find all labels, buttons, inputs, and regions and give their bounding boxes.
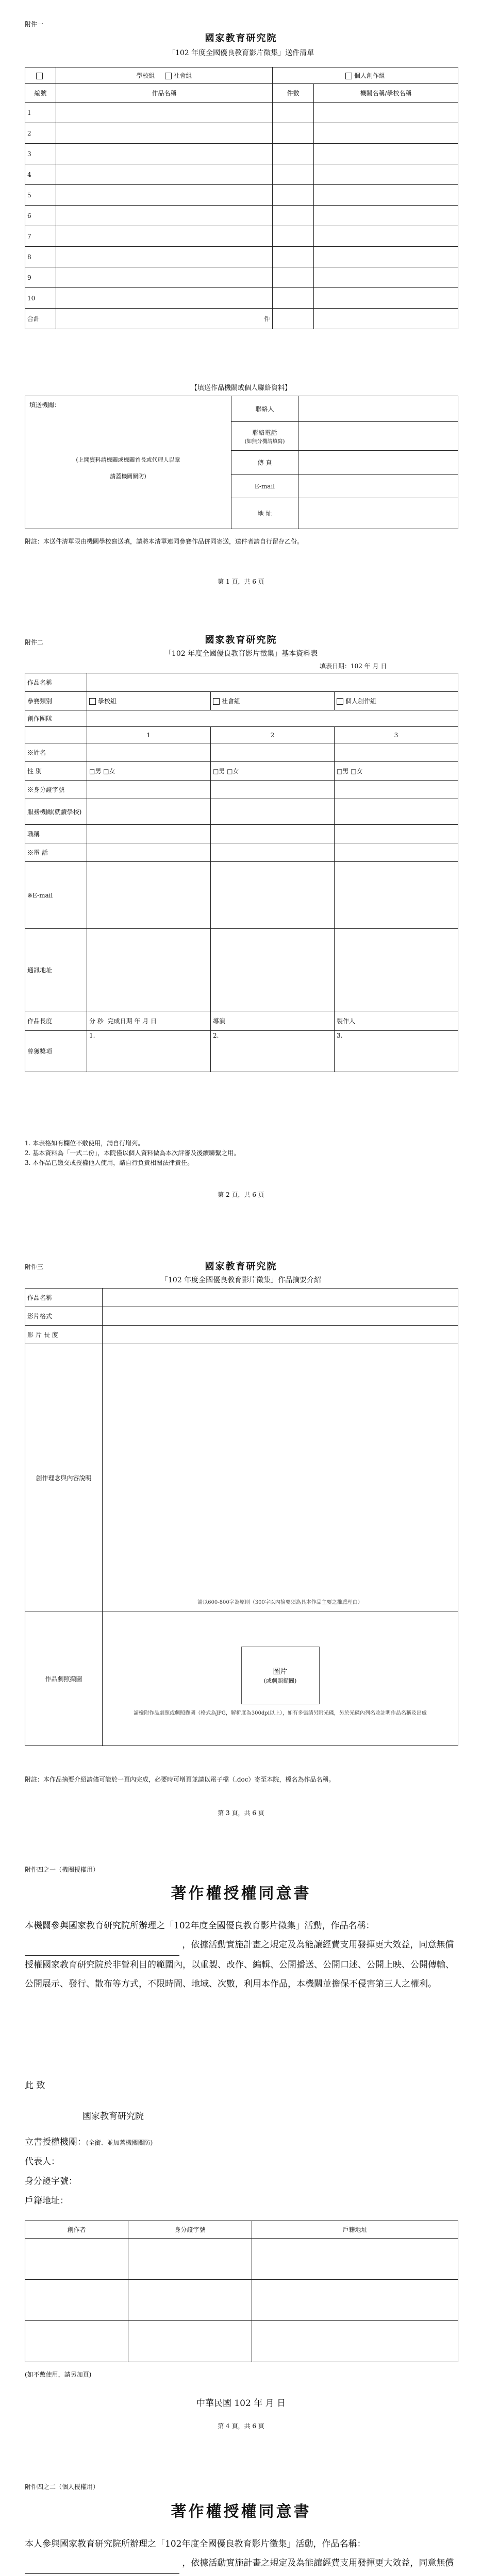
form-subtitle: 「102 年度全國優良教育影片徵集」送件清單 — [168, 49, 314, 57]
cat-personal-checkbox[interactable] — [337, 698, 343, 705]
sex-options[interactable]: □男 □女 — [335, 762, 458, 781]
photo-sub: (或劇照擷圖) — [263, 1677, 297, 1684]
cat-social-label: 社會組 — [173, 72, 192, 79]
finish-field[interactable]: 年 月 日 — [134, 1018, 157, 1025]
page-number: 第 3 頁，共 6 頁 — [218, 1809, 264, 1817]
addr-label: 通訊地址 — [25, 929, 87, 1011]
org-title: 國家教育研究院 — [205, 635, 277, 646]
auth-body — [25, 1917, 458, 1994]
org-title: 國家教育研究院 — [205, 33, 277, 44]
page-number: 第 2 頁，共 6 頁 — [218, 1191, 264, 1198]
table-row — [25, 2280, 458, 2321]
work-name-blank[interactable] — [25, 2554, 179, 2573]
phone-note: (如無分機請填寫) — [244, 438, 285, 445]
attachment-label: 附件二 — [25, 639, 44, 646]
sex-options[interactable]: □男 □女 — [211, 762, 335, 781]
attachment-label: 附件四之二（個人授權用） — [25, 2483, 99, 2490]
contact-label: 聯絡人 — [231, 396, 298, 422]
id-label: 身分證字號： — [25, 2176, 77, 2187]
form-subtitle: 「102 年度全國優良教育影片徵集」基本資料表 — [164, 650, 318, 658]
attachment-label: 附件一 — [25, 21, 44, 28]
auth-p1: 本機關參與國家教育研究院所辦理之「102年度全國優良教育影片徵集」活動，作品名稱： — [25, 1921, 375, 1931]
member-col: 1 — [87, 727, 211, 743]
page-summary — [0, 1236, 482, 1855]
col-address: 戶籍地址 — [252, 2221, 458, 2239]
cat-school-label: 學校組 — [136, 72, 155, 79]
attachment-label: 附件三 — [25, 1263, 44, 1270]
photo-placeholder[interactable] — [241, 1647, 320, 1704]
sex-label: 性 別 — [25, 762, 87, 781]
form-subtitle: 「102 年度全國優良教育影片徵集」作品摘要介紹 — [160, 1276, 322, 1284]
motive-label: 創作理念與內容說明 — [25, 1344, 103, 1612]
finish-label: 完成日期 — [107, 1018, 132, 1025]
page-number: 第 4 頁，共 6 頁 — [218, 2422, 264, 2430]
page-auth-org — [0, 1855, 482, 2473]
addr-label: 戶籍地址： — [25, 2196, 69, 2206]
member-col: 3 — [335, 727, 458, 743]
table-row — [25, 2239, 458, 2280]
attachment-label: 附件四之一（機關授權用） — [25, 1866, 99, 1873]
table-row: 4 — [25, 164, 458, 185]
member-col: 2 — [211, 727, 335, 743]
duration-field[interactable]: 分 秒 — [89, 1018, 104, 1025]
length-field[interactable] — [103, 1326, 458, 1344]
table-row: 6 — [25, 206, 458, 226]
award-1[interactable]: 1. — [87, 1031, 211, 1072]
cat-personal-label: 個人創作組 — [354, 72, 386, 79]
cat-social-checkbox[interactable] — [213, 698, 220, 705]
contact-table — [25, 396, 458, 529]
award-3[interactable]: 3. — [335, 1031, 458, 1072]
auth-body — [25, 2535, 458, 2576]
work-name-label: 作品名稱 — [25, 673, 87, 692]
category-personal[interactable] — [345, 73, 352, 79]
contact-section-title: 【填送作品機關或個人聯絡資料】 — [190, 384, 291, 392]
page-auth-person — [0, 2473, 482, 2576]
col-count: 件數 — [273, 84, 314, 103]
summary-footnote: 附註：本作品摘要介紹請儘可能於一頁內完成，必要時可增頁並請以電子檔（.doc）寄至本院，檔名為作品名稱。 — [25, 1776, 335, 1783]
phone-field[interactable] — [298, 422, 458, 451]
phone-label: ※電 話 — [25, 843, 87, 862]
table-row: 9 — [25, 267, 458, 288]
creator-label: 創作團隊 — [25, 710, 87, 727]
summary-table — [25, 1288, 458, 1746]
auth-recipient: 國家教育研究院 — [82, 2111, 144, 2122]
category-label: 參賽類別 — [25, 692, 87, 710]
stamp-note: (上開資料請機關或機關首長或代理人以章 — [76, 456, 180, 463]
note-item: 3. 本作品已繳交或授權他人使用，請自行負責相關法律責任。 — [25, 1159, 194, 1167]
category-school[interactable] — [25, 67, 56, 84]
producer-label: 製作人 — [337, 1018, 356, 1025]
category-social[interactable] — [165, 73, 172, 79]
auth-salute: 此 致 — [25, 2080, 45, 2091]
title-label: 職稱 — [25, 825, 87, 843]
name-label: ※姓名 — [25, 743, 87, 762]
work-name-blank[interactable] — [25, 1936, 179, 1955]
work-name-field[interactable] — [103, 1289, 458, 1307]
sex-options[interactable]: □男 □女 — [87, 762, 211, 781]
col-work-name: 作品名稱 — [56, 84, 273, 103]
cat-personal-label: 個人創作組 — [345, 698, 377, 705]
contact-field[interactable] — [298, 396, 458, 422]
addr-field[interactable] — [298, 498, 458, 529]
format-field[interactable] — [103, 1307, 458, 1326]
col-no: 編號 — [25, 84, 56, 103]
cat-social-label: 社會組 — [222, 698, 241, 705]
grantor-label: 立書授權機關： — [25, 2137, 86, 2147]
table-row: 10 — [25, 288, 458, 309]
total-row: 合計 件 — [25, 309, 458, 329]
photo-text: 圖片 — [273, 1668, 288, 1676]
basic-notes — [25, 1139, 458, 1168]
fax-field[interactable] — [298, 451, 458, 474]
col-creator: 創作者 — [25, 2221, 128, 2239]
table-row: 5 — [25, 185, 458, 206]
org-label: 填送機關： — [29, 401, 61, 409]
note-item: 2. 基本資料為「一式二份」，本院僅以個人資料做為本次評審及後續聯繫之用。 — [25, 1149, 240, 1157]
motive-note: 請以600-800字為原則（300字以內摘要須為具本作品主要之推薦理由） — [197, 1600, 363, 1605]
work-name-field[interactable] — [87, 673, 458, 692]
director-label: 導演 — [213, 1018, 226, 1025]
award-label: 曾獲獎項 — [25, 1031, 87, 1072]
page-checklist — [0, 0, 482, 618]
table-row — [25, 2321, 458, 2362]
auth-title: 著作權授權同意書 — [171, 1885, 311, 1903]
auth-title: 著作權授權同意書 — [171, 2503, 311, 2521]
col-id: 身分證字號 — [128, 2221, 252, 2239]
creator-table — [25, 2221, 458, 2362]
award-2[interactable]: 2. — [211, 1031, 335, 1072]
duration-label: 作品長度 — [25, 1011, 87, 1031]
table-row: 3 — [25, 144, 458, 164]
photo-label: 作品劇照擷圖 — [25, 1612, 103, 1746]
checklist-table — [25, 67, 458, 329]
note-item: 1. 本表格如有欄位不敷使用，請自行增列。 — [25, 1140, 144, 1147]
auth-p1: 本人參與國家教育研究院所辦理之「102年度全國優良教育影片徵集」活動，作品名稱： — [25, 2539, 366, 2549]
school-label: 服務機關(就讀學校) — [25, 799, 87, 825]
org-title: 國家教育研究院 — [205, 1261, 277, 1272]
auth-p2: ，依據活動實施計畫之規定及為能讓經費支用發揮更大效益，同意無償 — [182, 2558, 454, 2569]
stamp-note-2: 請蓋機關關防) — [110, 473, 146, 480]
email-field[interactable] — [298, 474, 458, 498]
addr-label: 地 址 — [231, 498, 298, 529]
work-name-label: 作品名稱 — [25, 1289, 103, 1307]
col-org: 機關名稱/學校名稱 — [314, 84, 458, 103]
page-number: 第 1 頁，共 6 頁 — [218, 578, 264, 585]
photo-note: 請檢附作品劇照或劇照擷圖（格式為JPG，解析度為300dpi以上），如有多張請另附光碟，另於光碟內列名並註明作品名稱及出處 — [134, 1710, 427, 1716]
table-row: 7 — [25, 226, 458, 247]
fax-label: 傳 真 — [231, 451, 298, 474]
format-label: 影片格式 — [25, 1307, 103, 1326]
cat-school-label: 學校組 — [98, 698, 117, 705]
email-label: E-mail — [231, 474, 298, 498]
id-label: ※身分證字號 — [25, 781, 87, 799]
phone-label: 聯絡電話 — [252, 429, 277, 436]
auth-p2: ，依據活動實施計畫之規定及為能讓經費支用發揮更大效益，同意無償授權國家教育研究院於非營利目的範圍內，以重製、改作、編輯、公開播送、公開口述、公開上映、公開傳輸、公開展示、發行、散布等方式，不限時間、地域、次數，利用本作品，本機關並擔保不侵害第三人之權利。 — [25, 1940, 454, 1990]
page-basic-info — [0, 618, 482, 1236]
sign-date: 中華民國 102 年 月 日 — [196, 2398, 286, 2409]
rep-label: 代表人： — [25, 2157, 60, 2167]
table-row: 2 — [25, 123, 458, 144]
fill-date: 填表日期：102 年 月 日 — [320, 663, 387, 670]
table-note: (如不敷使用，請另加頁) — [25, 2371, 92, 2378]
checklist-footnote: 附註：本送件清單限由機關學校寫送填，請將本清單連同參賽作品併同寄送，送件者請自行留存乙份。 — [25, 538, 304, 545]
grantor-note: (全銜、並加蓋機關關防) — [86, 2139, 153, 2146]
table-row: 8 — [25, 247, 458, 267]
length-label: 影 片 長 度 — [25, 1326, 103, 1344]
basic-info-table — [25, 673, 458, 1072]
cat-school-checkbox[interactable] — [89, 698, 96, 705]
email-label: ※E-mail — [25, 862, 87, 929]
table-row: 1 — [25, 103, 458, 123]
